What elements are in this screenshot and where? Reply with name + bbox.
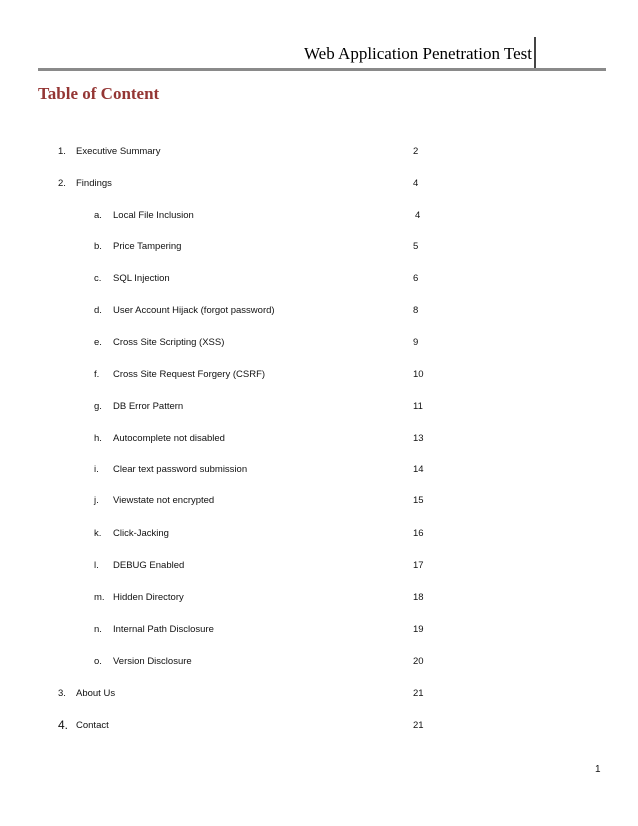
toc-entry-label: Cross Site Request Forgery (CSRF) xyxy=(113,369,266,380)
header-divider xyxy=(534,37,536,69)
toc-entry-internal-path-disclosure[interactable] xyxy=(0,624,638,640)
toc-entry-marker: i. xyxy=(94,464,99,475)
toc-entry-page: 2 xyxy=(413,146,419,157)
toc-entry-page: 5 xyxy=(413,241,419,252)
toc-entry-label: SQL Injection xyxy=(113,273,170,284)
toc-entry-user-account-hijack[interactable] xyxy=(0,305,638,321)
toc-entry-viewstate[interactable] xyxy=(0,495,638,511)
toc-entry-marker: j. xyxy=(94,495,99,506)
toc-entry-marker: d. xyxy=(94,305,102,316)
toc-entry-label: Cross Site Scripting (XSS) xyxy=(113,337,225,348)
toc-entry-marker: g. xyxy=(94,401,102,412)
toc-entry-click-jacking[interactable] xyxy=(0,528,638,544)
toc-entry-marker: e. xyxy=(94,337,102,348)
toc-entry-label: Contact xyxy=(76,720,109,731)
toc-entry-marker: 2. xyxy=(58,178,66,189)
toc-entry-page: 14 xyxy=(413,464,424,475)
toc-entry-page: 17 xyxy=(413,560,424,571)
toc-entry-local-file-inclusion[interactable] xyxy=(0,210,638,226)
toc-entry-page: 9 xyxy=(413,337,419,348)
toc-entry-marker: m. xyxy=(94,592,105,603)
toc-entry-page: 11 xyxy=(413,401,423,412)
toc-entry-page: 10 xyxy=(413,369,424,380)
toc-entry-page: 15 xyxy=(413,495,424,506)
toc-entry-label: Hidden Directory xyxy=(113,592,184,603)
toc-entry-db-error-pattern[interactable] xyxy=(0,401,638,417)
toc-entry-executive-summary[interactable] xyxy=(0,146,638,162)
toc-entry-about-us[interactable] xyxy=(0,688,638,704)
toc-entry-label: Executive Summary xyxy=(76,146,161,157)
toc-entry-marker: 3. xyxy=(58,688,66,699)
toc-entry-csrf[interactable] xyxy=(0,369,638,385)
toc-entry-page: 13 xyxy=(413,433,424,444)
toc-entry-findings[interactable] xyxy=(0,178,638,194)
toc-entry-contact[interactable] xyxy=(0,720,638,736)
toc-entry-marker: n. xyxy=(94,624,102,635)
toc-entry-page: 8 xyxy=(413,305,419,316)
toc-entry-page: 4 xyxy=(415,210,421,221)
toc-entry-marker: b. xyxy=(94,241,102,252)
toc-entry-label: About Us xyxy=(76,688,116,699)
toc-entry-label: Version Disclosure xyxy=(113,656,192,667)
page-number: 1 xyxy=(595,764,601,775)
toc-entry-label: DB Error Pattern xyxy=(113,401,184,412)
toc-entry-marker: a. xyxy=(94,210,102,221)
toc-entry-page: 18 xyxy=(413,592,424,603)
toc-entry-page: 20 xyxy=(413,656,424,667)
toc-entry-label: DEBUG Enabled xyxy=(113,560,185,571)
toc-entry-marker: k. xyxy=(94,528,102,539)
toc-entry-sql-injection[interactable] xyxy=(0,273,638,289)
toc-entry-label: Autocomplete not disabled xyxy=(113,433,225,444)
toc-entry-cross-site-scripting[interactable] xyxy=(0,337,638,353)
toc-heading: Table of Content xyxy=(38,84,160,103)
toc-entry-marker: 4. xyxy=(58,718,69,732)
toc-entry-marker: l. xyxy=(94,560,99,571)
toc-entry-label: User Account Hijack (forgot password) xyxy=(113,305,275,316)
toc-entry-page: 21 xyxy=(413,720,424,731)
header-title: Web Application Penetration Test xyxy=(304,44,532,63)
toc-entry-marker: 1. xyxy=(58,146,66,157)
toc-entry-label: Local File Inclusion xyxy=(113,210,194,221)
toc-entry-page: 6 xyxy=(413,273,419,284)
toc-entry-marker: c. xyxy=(94,273,102,284)
toc-entry-label: Internal Path Disclosure xyxy=(113,624,214,635)
toc-entry-page: 16 xyxy=(413,528,424,539)
toc-entry-label: Click-Jacking xyxy=(113,528,169,539)
toc-entry-marker: f. xyxy=(94,369,100,380)
toc-entry-hidden-directory[interactable] xyxy=(0,592,638,608)
toc-entry-autocomplete[interactable] xyxy=(0,433,638,449)
toc-entry-marker: h. xyxy=(94,433,102,444)
toc-entry-label: Findings xyxy=(76,178,112,189)
toc-entry-clear-text-password[interactable] xyxy=(0,464,638,480)
toc-entry-marker: o. xyxy=(94,656,102,667)
toc-entry-version-disclosure[interactable] xyxy=(0,656,638,672)
toc-entry-page: 19 xyxy=(413,624,424,635)
toc-entry-page: 4 xyxy=(413,178,419,189)
header-rule xyxy=(38,68,606,71)
toc-entry-label: Viewstate not encrypted xyxy=(113,495,215,506)
toc-entry-debug-enabled[interactable] xyxy=(0,560,638,576)
toc-entry-price-tampering[interactable] xyxy=(0,241,638,257)
toc-entry-label: Clear text password submission xyxy=(113,464,248,475)
toc-entry-page: 21 xyxy=(413,688,424,699)
toc-entry-label: Price Tampering xyxy=(113,241,182,252)
